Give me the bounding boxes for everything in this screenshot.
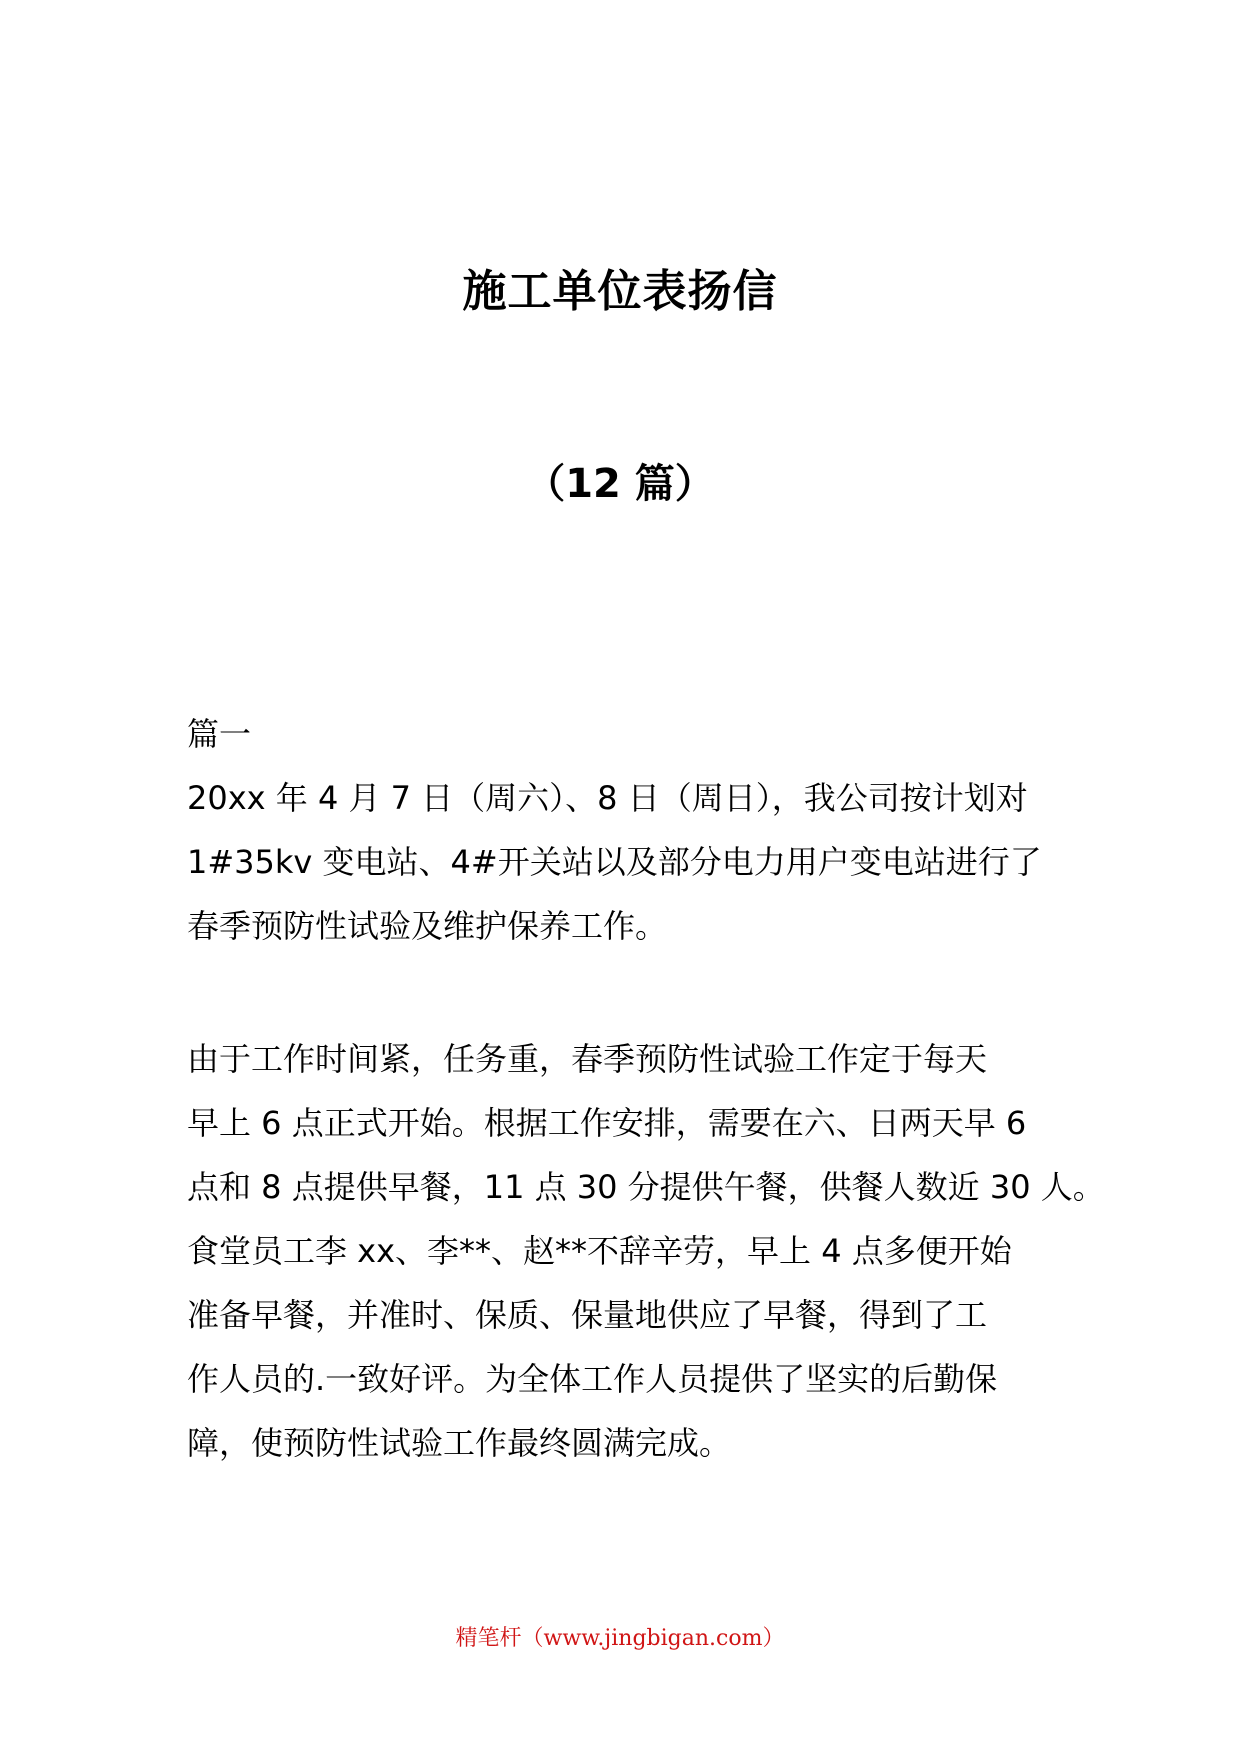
paragraph-line: 早上 6 点正式开始。根据工作安排，需要在六、日两天早 6: [187, 1104, 1027, 1142]
paragraph-line: 食堂员工李 xx、李**、赵**不辞辛劳，早上 4 点多便开始: [187, 1232, 1012, 1270]
paragraph-line: 由于工作时间紧，任务重，春季预防性试验工作定于每天: [187, 1040, 988, 1078]
paragraph-line: 准备早餐，并准时、保质、保量地供应了早餐，得到了工: [187, 1296, 988, 1334]
section-heading: 篇一: [187, 715, 252, 753]
paragraph-line: 1#35kv 变电站、4#开关站以及部分电力用户变电站进行了: [187, 843, 1042, 881]
paragraph-line: 20xx 年 4 月 7 日（周六）、8 日（周日），我公司按计划对: [187, 779, 1028, 817]
paragraph-line: 障，使预防性试验工作最终圆满完成。: [187, 1424, 732, 1462]
footer-watermark-link[interactable]: 精笔杆（www.jingbigan.com）: [455, 1626, 785, 1651]
paragraph-line: 点和 8 点提供早餐，11 点 30 分提供午餐，供餐人数近 30 人。: [187, 1168, 1105, 1206]
paragraph-2: [187, 1027, 1105, 1475]
document-title: 施工单位表扬信: [462, 266, 778, 317]
document-subtitle: （12 篇）: [525, 461, 715, 507]
paragraph-1: [187, 766, 1067, 958]
paragraph-line: 春季预防性试验及维护保养工作。: [187, 907, 668, 945]
paragraph-line: 作人员的.一致好评。为全体工作人员提供了坚实的后勤保: [187, 1360, 998, 1398]
